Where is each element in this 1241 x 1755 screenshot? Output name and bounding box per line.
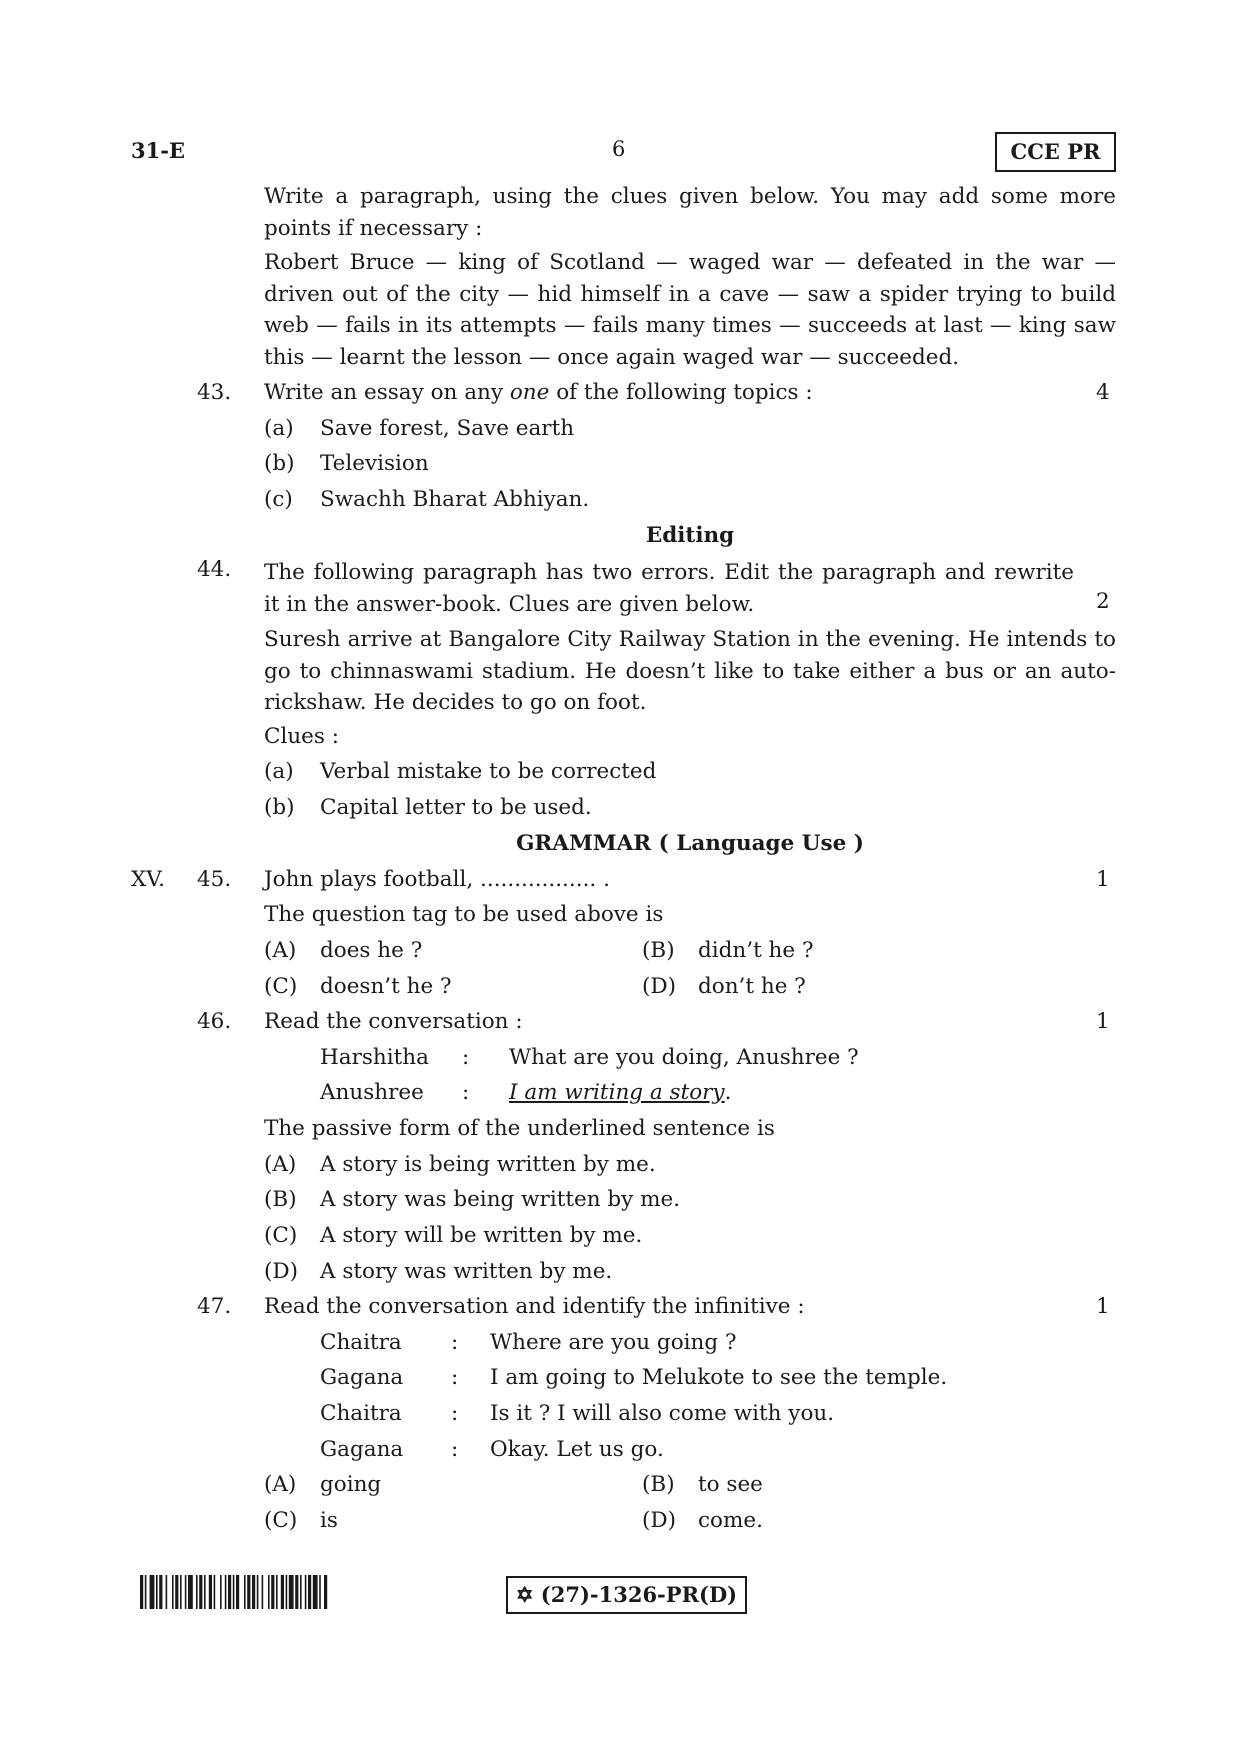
- dialogue-speaker: Anushree: [320, 1080, 424, 1105]
- option-text: come.: [698, 1508, 763, 1533]
- question-46-text: Read the conversation :: [264, 1009, 523, 1034]
- dialogue-line: What are you doing, Anushree ?: [509, 1045, 859, 1070]
- dialogue-line: Where are you going ?: [490, 1330, 737, 1355]
- option-label: (A): [264, 1152, 297, 1177]
- section-number: XV.: [131, 867, 165, 892]
- clue-text: Capital letter to be used.: [320, 795, 592, 820]
- question-44-marks: 2: [1096, 589, 1110, 614]
- dialogue-colon: :: [462, 1045, 470, 1070]
- question-number-43: 43.: [197, 380, 232, 405]
- option-text: is: [320, 1508, 338, 1533]
- question-45-text: John plays football, ................. .: [264, 867, 610, 892]
- dialogue-colon: :: [451, 1365, 459, 1390]
- option-label: (B): [642, 938, 675, 963]
- option-text: Swachh Bharat Abhiyan.: [320, 487, 590, 512]
- option-text: A story was written by me.: [320, 1259, 613, 1284]
- dialogue-colon: :: [451, 1401, 459, 1426]
- question-45-marks: 1: [1096, 867, 1110, 892]
- question-number-46: 46.: [197, 1009, 232, 1034]
- dialogue-speaker: Chaitra: [320, 1401, 402, 1426]
- option-label: (D): [642, 1508, 677, 1533]
- question-44-passage: Suresh arrive at Bangalore City Railway Station in the evening. He intends to go to chinnaswami stadium. He doesn’t like to take either a bus or an auto-rickshaw. He decides to go on foot.: [264, 627, 1116, 715]
- option-text: does he ?: [320, 938, 423, 963]
- option-label: (A): [264, 938, 297, 963]
- question-43-text: [264, 380, 813, 405]
- dialogue-line: Okay. Let us go.: [490, 1437, 664, 1462]
- question-43-text-a: Write an essay on any: [264, 380, 510, 405]
- question-43-marks: 4: [1096, 380, 1110, 405]
- editing-heading: Editing: [645, 523, 735, 548]
- option-text: going: [320, 1472, 382, 1497]
- dialogue-speaker: Gagana: [320, 1365, 404, 1390]
- option-label: (B): [642, 1472, 675, 1497]
- option-text: A story was being written by me.: [320, 1187, 681, 1212]
- barcode-icon: [140, 1575, 394, 1609]
- question-46-prompt: The passive form of the underlined sentence is: [264, 1116, 775, 1141]
- option-label: (b): [264, 451, 295, 476]
- option-text: A story will be written by me.: [320, 1223, 643, 1248]
- underlined-sentence: I am writing a story: [509, 1080, 725, 1105]
- dialogue-line: Is it ? I will also come with you.: [490, 1401, 835, 1426]
- dialogue-line-underlined: [509, 1080, 731, 1105]
- paragraph-instruction: Write a paragraph, using the clues given below. You may add some more points if necessary :: [264, 184, 1116, 241]
- option-text: didn’t he ?: [698, 938, 814, 963]
- question-46-marks: 1: [1096, 1009, 1110, 1034]
- option-label: (C): [264, 1223, 298, 1248]
- clue-label: (a): [264, 759, 294, 784]
- option-label: (A): [264, 1472, 297, 1497]
- paragraph-clues: Robert Bruce — king of Scotland — waged war — defeated in the war — driven out of the city — hid himself in a cave — saw a spider trying to build web — fails in its attempts — fails many times — succeeds at last — king saw this — learnt the lesson — once again waged war — succeeded.: [264, 250, 1116, 370]
- option-label: (a): [264, 416, 294, 441]
- option-text: A story is being written by me.: [320, 1152, 656, 1177]
- question-45-prompt: The question tag to be used above is: [264, 902, 664, 927]
- sentence-end: .: [724, 1080, 732, 1105]
- option-label: (C): [264, 974, 298, 999]
- question-47-text: Read the conversation and identify the infinitive :: [264, 1294, 805, 1319]
- dialogue-colon: :: [462, 1080, 470, 1105]
- page-number: 6: [612, 137, 626, 161]
- question-43-emphasis: one: [509, 380, 550, 405]
- dialogue-colon: :: [451, 1330, 459, 1355]
- grammar-heading: GRAMMAR ( Language Use ): [516, 831, 864, 856]
- clue-text: Verbal mistake to be corrected: [320, 759, 657, 784]
- option-text: don’t he ?: [698, 974, 806, 999]
- question-number-47: 47.: [197, 1294, 232, 1319]
- option-label: (B): [264, 1187, 297, 1212]
- dialogue-line: I am going to Melukote to see the temple.: [490, 1365, 948, 1390]
- question-47-marks: 1: [1096, 1294, 1110, 1319]
- dialogue-speaker: Chaitra: [320, 1330, 402, 1355]
- clue-label: (b): [264, 795, 295, 820]
- option-text: to see: [698, 1472, 763, 1497]
- paper-id-code: (27)-1326-PR(D): [540, 1582, 738, 1607]
- paper-code: 31-E: [131, 138, 185, 163]
- option-text: Television: [320, 451, 429, 476]
- question-number-45: 45.: [197, 867, 232, 892]
- question-44-text: The following paragraph has two errors. Edit the paragraph and rewrite it in the answer-book. Clues are given below.: [264, 560, 1074, 617]
- dialogue-speaker: Harshitha: [320, 1045, 429, 1070]
- star-icon: ✡: [515, 1582, 534, 1607]
- paragraph-task: [264, 181, 1116, 373]
- board-code-box: CCE PR: [995, 132, 1116, 172]
- question-43-text-b: of the following topics :: [549, 380, 813, 405]
- option-label: (D): [642, 974, 677, 999]
- option-text: Save forest, Save earth: [320, 416, 575, 441]
- question-number-44: 44.: [197, 557, 232, 582]
- option-label: (C): [264, 1508, 298, 1533]
- dialogue-colon: :: [451, 1437, 459, 1462]
- dialogue-speaker: Gagana: [320, 1437, 404, 1462]
- paper-id-box: [506, 1576, 747, 1614]
- option-label: (D): [264, 1259, 299, 1284]
- option-label: (c): [264, 487, 293, 512]
- clues-label: Clues :: [264, 724, 340, 749]
- option-text: doesn’t he ?: [320, 974, 452, 999]
